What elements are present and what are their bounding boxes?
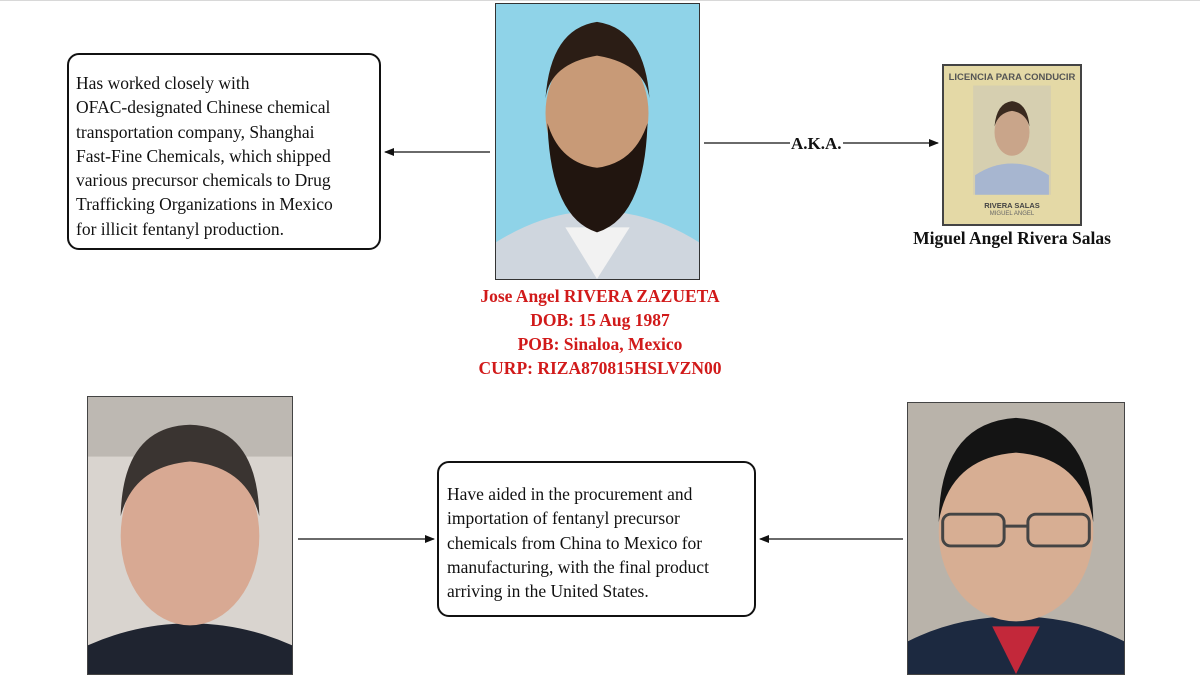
license-title: LICENCIA PARA CONDUCIR: [948, 72, 1076, 83]
bottom-description-box: [437, 461, 756, 617]
top-description-line: Trafficking Organizations in Mexico: [76, 194, 333, 215]
top-description-line: transportation company, Shanghai: [76, 121, 315, 142]
top-border-line: [0, 0, 1200, 1]
associate-photo-left: [87, 396, 293, 675]
alias-name: Miguel Angel Rivera Salas: [913, 228, 1111, 248]
subject-curp: CURP: RIZA870815HSLVZN00: [478, 358, 722, 378]
license-name: RIVERA SALAS: [984, 201, 1040, 210]
top-description-line: various precursor chemicals to Drug: [76, 170, 331, 191]
bottom-description-line: chemicals from China to Mexico for: [447, 532, 703, 553]
top-description-line: Has worked closely with: [76, 73, 250, 93]
driver-license-photo: [942, 64, 1082, 226]
top-description-line: for illicit fentanyl production.: [76, 218, 285, 239]
license-subname: MIGUEL ANGEL: [989, 211, 1035, 217]
associate-photo-right: [907, 402, 1125, 675]
top-description-line: OFAC-designated Chinese chemical: [76, 97, 331, 118]
top-description-box: [67, 53, 381, 250]
bottom-description-line: manufacturing, with the final product: [447, 556, 709, 577]
bottom-description-line: importation of fentanyl precursor: [447, 508, 680, 529]
subject-dob: DOB: 15 Aug 1987: [530, 310, 670, 330]
bottom-description-line: arriving in the United States.: [447, 581, 649, 602]
aka-label: A.K.A.: [791, 134, 842, 153]
subject-pob: POB: Sinaloa, Mexico: [517, 334, 683, 354]
subject-photo: [495, 3, 700, 280]
subject-name: Jose Angel RIVERA ZAZUETA: [480, 286, 720, 306]
top-description-line: Fast-Fine Chemicals, which shipped: [76, 145, 331, 166]
bottom-description-line: Have aided in the procurement and: [447, 484, 693, 504]
